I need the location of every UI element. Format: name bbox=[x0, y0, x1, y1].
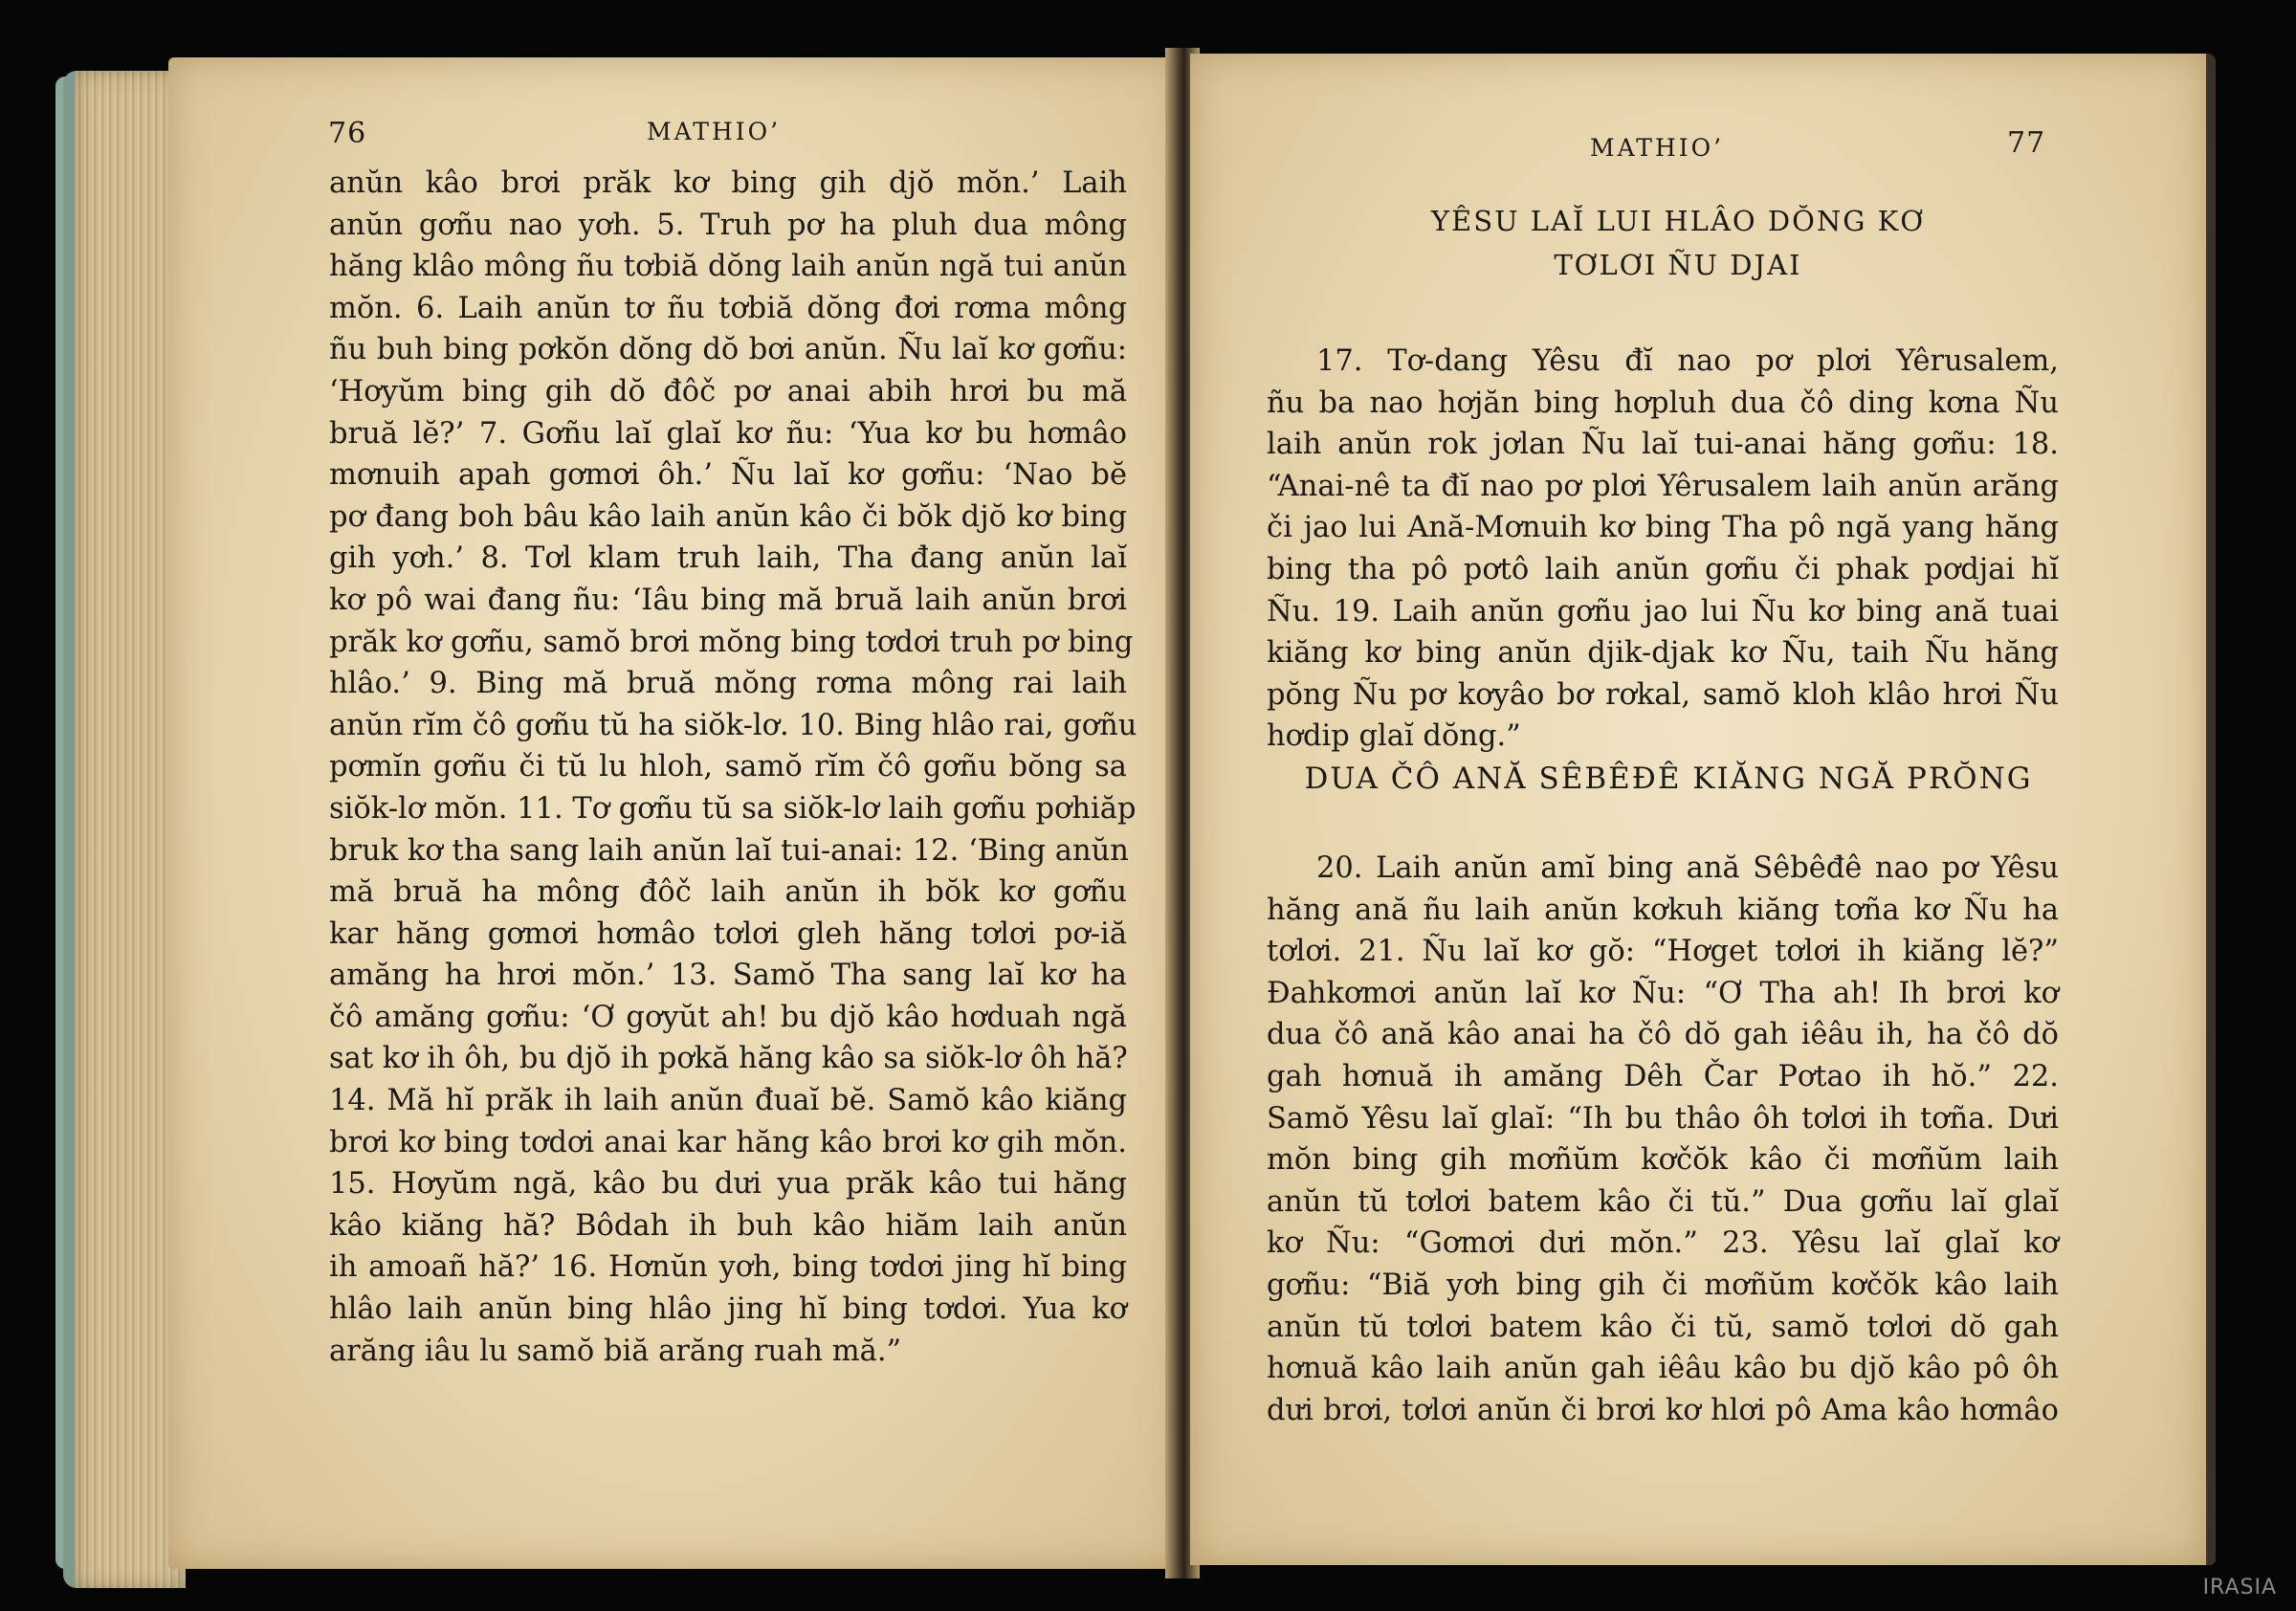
text-line: anŭn tŭ tơlơi batem kâo či tŭ.” Dua gơñu laĭ glaĭ bbox=[1267, 1184, 2059, 1219]
text-line: anŭn rĭm čô gơñu tŭ ha siŏk-lơ. 10. Bing hlâo rai, gơñu bbox=[329, 708, 1137, 742]
text-line: 15. Hơyŭm ngă, kâo bu dưi yua prăk kâo tui hăng bbox=[329, 1167, 1127, 1202]
text-line: bruk kơ tha sang laih anŭn laĭ tui-anai: 12. ‘Bing anŭn bbox=[329, 833, 1129, 868]
text-line: mŏn. 6. Laih anŭn tơ ñu tơbiă dŏng đơi rơma mông bbox=[329, 291, 1127, 325]
text-line: anŭn kâo brơi prăk kơ bing gih djŏ mŏn.’ Laih bbox=[329, 166, 1127, 200]
text-line: prăk kơ gơñu, samŏ brơi mŏng bing tơdơi truh pơ bing bbox=[329, 625, 1134, 659]
right-page bbox=[1190, 54, 2216, 1565]
text-line: “Anai-nê ta đĭ nao pơ plơi Yêrusalem laih anŭn arăng bbox=[1267, 469, 2059, 503]
text-line: kơ pô wai đang ñu: ‘Iâu bing mă bruă laih anŭn brơi bbox=[329, 583, 1127, 617]
text-line: laih anŭn rok jơlan Ñu laĭ tui-anai hăng gơñu: 18. bbox=[1267, 428, 2059, 462]
left-page bbox=[168, 57, 1181, 1569]
text-line: bruă lĕ?’ 7. Gơñu laĭ glaĭ kơ ñu: ‘Yua kơ bu hơmâo bbox=[329, 416, 1127, 451]
text-line: brơi kơ bing tơdơi anai kar hăng kâo brơi kơ gih mŏn. bbox=[329, 1125, 1127, 1159]
text-line: či jao lui Ană-Mơnuih kơ bing Tha pô ngă yang hăng bbox=[1267, 511, 2059, 545]
text-line: Samŏ Yêsu laĭ glaĭ: “Ih bu thâo ôh tơlơi ih tơña. Dưi bbox=[1267, 1101, 2059, 1136]
text-line: gơñu: “Biă yơh bing gih či mơñŭm kơčŏk kâo laih bbox=[1267, 1268, 2059, 1302]
section-heading-2: DUA ČÔ ANĂ SÊBÊĐÊ KIĂNG NGĂ PRŎNG bbox=[1304, 761, 2033, 796]
text-line: anŭn tŭ tơlơi batem kâo či tŭ, samŏ tơlơi dŏ gah bbox=[1267, 1310, 2059, 1344]
right-running-head: MATHIO’ bbox=[1590, 134, 1725, 162]
text-line: hlâo laih anŭn bing hlâo jing hĭ bing tơdơi. Yua kơ bbox=[329, 1292, 1127, 1327]
text-line: 20. Laih anŭn amĭ bing ană Sêbêđê nao pơ Yêsu bbox=[1316, 851, 2059, 885]
watermark: IRASIA bbox=[2202, 1576, 2277, 1600]
text-line: kar hăng gơmơi hơmâo tơlơi gleh hăng tơlơi pơ-iă bbox=[329, 916, 1127, 951]
text-line: ñu ba nao hơjăn bing hơpluh dua čô ding kơna Ñu bbox=[1267, 386, 2059, 420]
section-heading-1-line: TƠLƠI ÑU DJAI bbox=[1554, 249, 1802, 281]
section-heading-1-line: YÊSU LAĬ LUI HLÂO DŎNG KƠ bbox=[1430, 205, 1926, 237]
text-line: ñu buh bing pơkŏn dŏng dŏ bơi anŭn. Ñu laĭ kơ gơñu: bbox=[329, 333, 1127, 367]
text-line: dua čô ană kâo anai ha čô dŏ gah iêâu ih, ha čô dŏ bbox=[1267, 1018, 2059, 1052]
text-line: gih yơh.’ 8. Tơl klam truh laih, Tha đang anŭn laĭ bbox=[329, 541, 1127, 576]
text-line: kiăng kơ bing anŭn djik-djak kơ Ñu, taih Ñu hăng bbox=[1267, 636, 2059, 671]
text-line: ih amoañ hă?’ 16. Hơnŭn yơh, bing tơdơi jing hĭ bing bbox=[329, 1250, 1127, 1285]
text-line: hăng ană ñu laih anŭn kơkuh kiăng tơña kơ Ñu ha bbox=[1267, 893, 2059, 927]
text-line: pŏng Ñu pơ kơyâo bơ rơkal, samŏ kloh klâo hrơi Ñu bbox=[1267, 677, 2059, 712]
text-line: gah hơnuă ih amăng Dêh Čar Pơtao ih hŏ.” 22. bbox=[1267, 1059, 2059, 1093]
text-line: čô amăng gơñu: ‘Ơ gơyŭt ah! bu djŏ kâo hơduah ngă bbox=[329, 1000, 1127, 1034]
text-line: hăng klâo mông ñu tơbiă dŏng laih anŭn ngă tui anŭn bbox=[329, 250, 1127, 284]
right-page-number: 77 bbox=[2007, 126, 2046, 160]
text-line: hlâo.’ 9. Bing mă bruă mŏng rơma mông rai laih bbox=[329, 667, 1127, 701]
text-line: dưi brơi, tơlơi anŭn či brơi kơ hlơi pô Ama kâo hơmâo bbox=[1267, 1393, 2059, 1427]
text-line: mă bruă ha mông đôč laih anŭn ih bŏk kơ gơñu bbox=[329, 875, 1127, 910]
text-line: amăng ha hrơi mŏn.’ 13. Samŏ Tha sang laĭ kơ ha bbox=[329, 959, 1127, 993]
text-line: mơnuih apah gơmơi ôh.’ Ñu laĭ kơ gơñu: ‘Nao bĕ bbox=[329, 458, 1127, 493]
text-line: Ñu. 19. Laih anŭn gơñu jao lui Ñu kơ bing ană tuai bbox=[1267, 594, 2059, 629]
text-line: anŭn gơñu nao yơh. 5. Truh pơ ha pluh dua mông bbox=[329, 208, 1127, 242]
text-line: hơnuă kâo laih anŭn gah iêâu kâo bu djŏ kâo pô ôh bbox=[1267, 1352, 2059, 1386]
section-heading-1 bbox=[1247, 199, 2108, 287]
text-line: hơdip glaĭ dŏng.” bbox=[1267, 719, 1521, 754]
text-line: 14. Mă hĭ prăk ih laih anŭn đuaĭ bĕ. Samŏ kâo kiăng bbox=[329, 1084, 1127, 1118]
text-line: pơ đang boh bâu kâo laih anŭn kâo či bŏk djŏ kơ bing bbox=[329, 499, 1127, 534]
left-running-head: MATHIO’ bbox=[647, 118, 782, 145]
left-page-number: 76 bbox=[328, 117, 367, 150]
text-line: mŏn bing gih mơñŭm kơčŏk kâo či mơñŭm laih bbox=[1267, 1143, 2059, 1178]
page-edge-stack bbox=[63, 71, 186, 1588]
right-body-section-2 bbox=[1267, 848, 2059, 1431]
text-line: Đahkơmơi anŭn laĭ kơ Ñu: “Ơ Tha ah! Ih brơi kơ bbox=[1267, 976, 2059, 1010]
text-line: arăng iâu lu samŏ biă arăng ruah mă.” bbox=[329, 1334, 902, 1368]
text-line: bing tha pô pơtô laih anŭn gơñu či phak pơdjai hĭ bbox=[1267, 552, 2059, 586]
text-line: pơmĭn gơñu či tŭ lu hloh, samŏ rĭm čô gơñu bŏng sa bbox=[329, 750, 1127, 784]
left-body-text bbox=[329, 163, 1137, 1372]
text-line: sat kơ ih ôh, bu djŏ ih pơkă hăng kâo sa siŏk-lơ ôh hă? bbox=[329, 1042, 1128, 1076]
text-line: siŏk-lơ mŏn. 11. Tơ gơñu tŭ sa siŏk-lơ laih gơñu pơhiăp bbox=[329, 791, 1137, 826]
text-line: 17. Tơ-dang Yêsu đĭ nao pơ plơi Yêrusalem, bbox=[1316, 344, 2059, 378]
text-line: tơlơi. 21. Ñu laĭ kơ gŏ: “Hơget tơlơi ih kiăng lĕ?” bbox=[1267, 935, 2059, 969]
text-line: kơ Ñu: “Gơmơi dưi mŏn.” 23. Yêsu laĭ glaĭ kơ bbox=[1267, 1226, 2059, 1261]
text-line: ‘Hơyŭm bing gih dŏ đôč pơ anai abih hrơi bu mă bbox=[329, 374, 1127, 408]
text-line: kâo kiăng hă? Bôdah ih buh kâo hiăm laih anŭn bbox=[329, 1208, 1127, 1243]
right-body-section-1 bbox=[1267, 341, 2059, 758]
